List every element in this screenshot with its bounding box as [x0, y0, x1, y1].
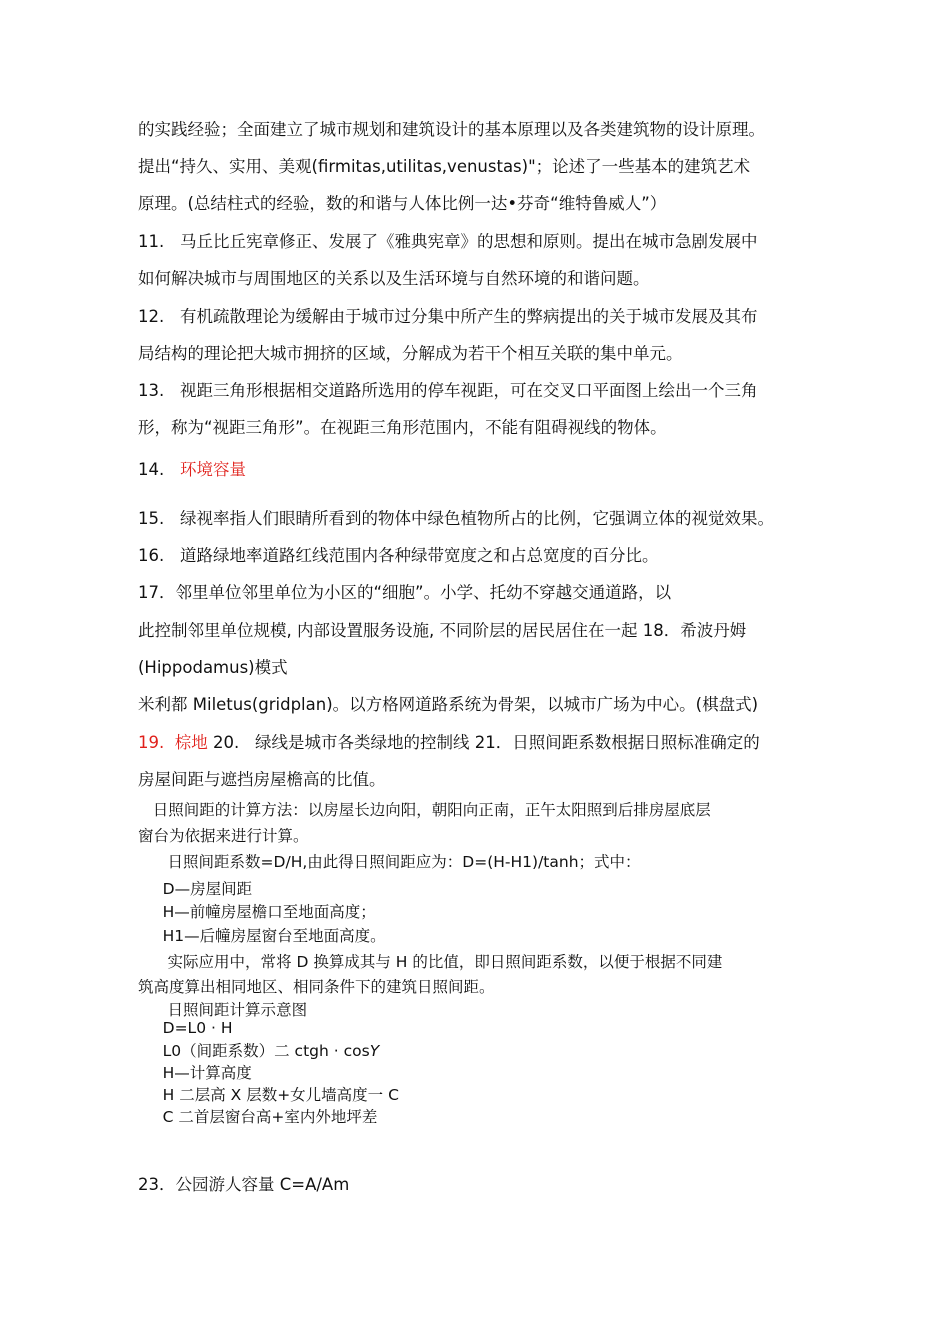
- item-13-line: 13. 视距三角形根据相交道路所选用的停车视距，可在交叉口平面图上绘出一个三角: [138, 381, 758, 400]
- sunlight-text-line: 实际应用中，常将 D 换算成其与 H 的比值，即日照间距系数，以便于根据不同建: [138, 953, 723, 971]
- italic-symbol: Y: [369, 1042, 380, 1060]
- red-term: 棕地: [174, 733, 208, 752]
- item-14: [138, 460, 246, 480]
- definition-line: D—房屋间距: [138, 880, 253, 898]
- item-23-line: 23．公园游人容量 C=A/Am: [138, 1175, 350, 1194]
- red-term: 环境容量: [179, 460, 246, 479]
- item-18-line: (Hippodamus)模式: [138, 658, 288, 677]
- text-line: 提出“持久、实用、美观(firmitas,utilitas,venustas)"；论述了一些基本的建筑艺术: [138, 157, 751, 176]
- formula-line: [138, 1041, 379, 1061]
- item-17-line: 17．邻里单位邻里单位为小区的“细胞”。小学、托幼不穿越交通道路，以: [138, 583, 672, 602]
- definition-line: H—前幢房屋檐口至地面高度；: [138, 903, 376, 921]
- item-11-line: 11. 马丘比丘宪章修正、发展了《雅典宪章》的思想和原则。提出在城市急剧发展中: [138, 232, 758, 251]
- text-run: L0（间距系数）二 ctgh · cos: [138, 1042, 370, 1060]
- formula-line: C 二首层窗台高+室内外地坪差: [138, 1108, 378, 1126]
- formula-line: H—计算高度: [138, 1064, 252, 1082]
- item-12-line: 局结构的理论把大城市拥挤的区域，分解成为若干个相互关联的集中单元。: [138, 344, 683, 363]
- text-run: 20. 绿线是城市各类绿地的控制线 21．日照间距系数根据日照标准确定的: [207, 733, 760, 752]
- item-17-line: 此控制邻里单位规模, 内部设置服务设施, 不同阶层的居民居住在一起 18．希波丹姆: [138, 621, 747, 640]
- sunlight-text-line: 窗台为依据来进行计算。: [138, 827, 309, 845]
- item-15-line: 15. 绿视率指人们眼睛所看到的物体中绿色植物所占的比例，它强调立体的视觉效果。: [138, 509, 774, 528]
- formula-line: D=L0 · H: [138, 1019, 233, 1037]
- item-16-line: 16. 道路绿地率道路红线范围内各种绿带宽度之和占总宽度的百分比。: [138, 546, 659, 565]
- item-18-line: 米利都 Miletus(gridplan)。以方格网道路系统为骨架，以城市广场为中心。(棋盘式): [138, 695, 759, 714]
- text-line: 原理。(总结柱式的经验，数的和谐与人体比例一达•芬奇“维特鲁威人”）: [138, 194, 667, 213]
- sunlight-formula-line: 日照间距系数=D/H,由此得日照间距应为：D=(H-H1)/tanh；式中：: [138, 853, 641, 871]
- formula-line: H 二层高 X 层数+女儿墙高度一 C: [138, 1086, 399, 1104]
- item-21-line: 房屋间距与遮挡房屋檐高的比值。: [138, 770, 386, 789]
- sunlight-text-line: 日照间距的计算方法：以房屋长边向阳，朝阳向正南，正午太阳照到后排房屋底层: [138, 801, 711, 819]
- item-13-line: 形，称为“视距三角形”。在视距三角形范围内，不能有阻碍视线的物体。: [138, 418, 667, 437]
- definition-line: H1—后幢房屋窗台至地面高度。: [138, 927, 386, 945]
- item-11-line: 如何解决城市与周围地区的关系以及生活环境与自然环境的和谐问题。: [138, 269, 650, 288]
- diagram-caption: 日照间距计算示意图: [138, 1001, 308, 1019]
- sunlight-text-line: 筑高度算出相同地区、相同条件下的建筑日照间距。: [138, 978, 495, 996]
- item-12-line: 12. 有机疏散理论为缓解由于城市过分集中所产生的弊病提出的关于城市发展及其布: [138, 307, 758, 326]
- item-19-20-21-line: [138, 733, 760, 753]
- text-line: 的实践经验；全面建立了城市规划和建筑设计的基本原理以及各类建筑物的设计原理。: [138, 120, 765, 139]
- item-number: 14.: [138, 460, 180, 479]
- item-number-red: 19.: [138, 733, 175, 752]
